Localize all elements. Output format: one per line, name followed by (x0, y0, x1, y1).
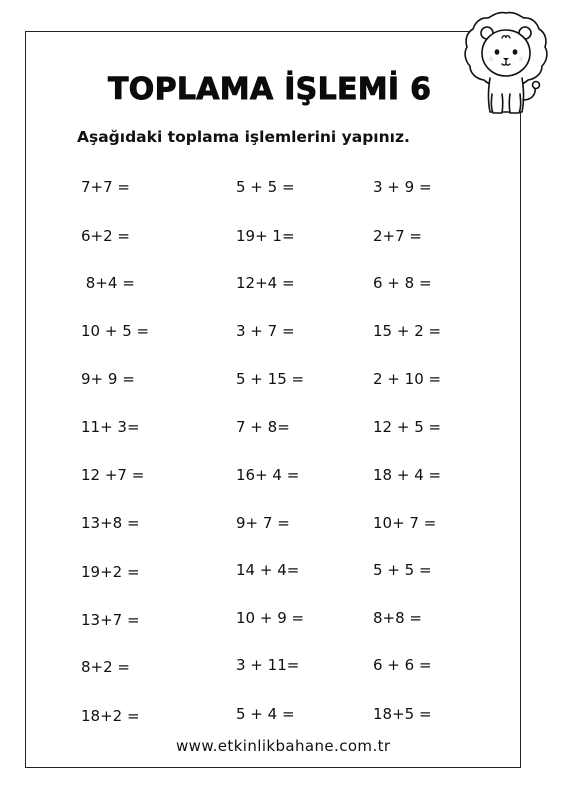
equation: 13+8 = (81, 514, 140, 532)
equation: 18+5 = (373, 705, 432, 723)
lion-illustration (462, 8, 550, 120)
equation: 10 + 9 = (236, 609, 305, 627)
equation: 16+ 4 = (236, 466, 300, 484)
equation: 9+ 9 = (81, 370, 135, 388)
equation: 3 + 11= (236, 656, 300, 674)
equation: 13+7 = (81, 611, 140, 629)
equation: 6+2 = (81, 227, 130, 245)
equation: 5 + 5 = (236, 178, 295, 196)
equation: 5 + 4 = (236, 705, 295, 723)
equation: 5 + 15 = (236, 370, 305, 388)
equation: 3 + 7 = (236, 322, 295, 340)
equation: 6 + 8 = (373, 274, 432, 292)
equation: 18+2 = (81, 707, 140, 725)
equation: 8+4 = (81, 274, 135, 292)
equation: 9+ 7 = (236, 514, 290, 532)
equation: 12 + 5 = (373, 418, 442, 436)
equation: 10+ 7 = (373, 514, 437, 532)
equation: 19+2 = (81, 563, 140, 581)
equation: 12 +7 = (81, 466, 145, 484)
equation: 14 + 4= (236, 561, 300, 579)
website-footer: www.etkinlikbahane.com.tr (176, 737, 391, 755)
equation: 19+ 1= (236, 227, 295, 245)
equation: 5 + 5 = (373, 561, 432, 579)
equation: 2+7 = (373, 227, 422, 245)
equation: 6 + 6 = (373, 656, 432, 674)
equation: 11+ 3= (81, 418, 140, 436)
equation: 15 + 2 = (373, 322, 442, 340)
equation: 7 + 8= (236, 418, 290, 436)
equation: 8+8 = (373, 609, 422, 627)
equation: 8+2 = (81, 658, 130, 676)
equation: 18 + 4 = (373, 466, 442, 484)
equation: 12+4 = (236, 274, 295, 292)
equation: 3 + 9 = (373, 178, 432, 196)
page-title: TOPLAMA İŞLEMİ 6 (108, 72, 432, 107)
instruction-text: Aşağıdaki toplama işlemlerini yapınız. (77, 128, 410, 146)
equation: 7+7 = (81, 178, 130, 196)
equation: 2 + 10 = (373, 370, 442, 388)
equation: 10 + 5 = (81, 322, 150, 340)
